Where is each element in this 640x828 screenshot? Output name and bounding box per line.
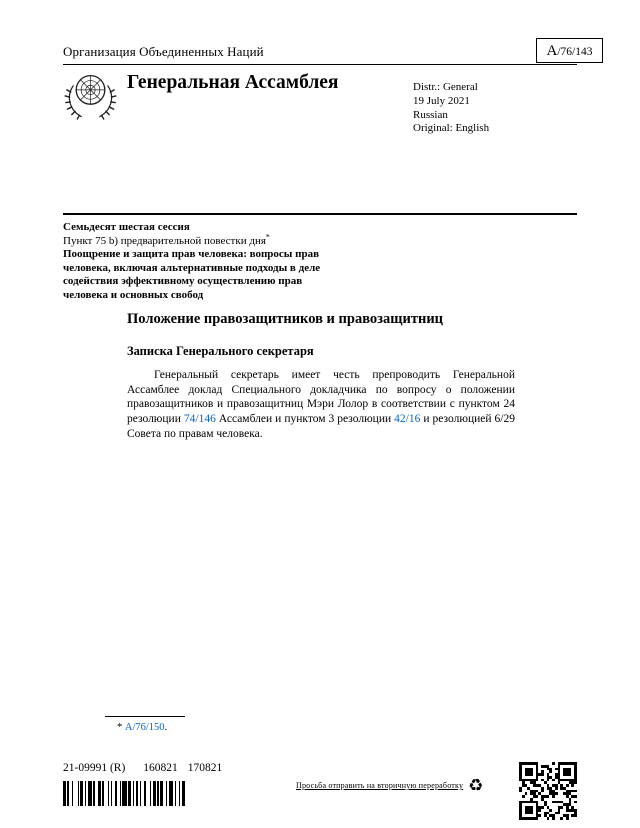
un-emblem-icon — [63, 69, 118, 124]
para-text-1: Генеральный секретарь имеет честь препроводить Генеральной Ассамблее доклад Специального докладчика по вопросу о положении правозащитников и правозащитниц Мэри Лолор в соответствии с пунктом 24 резолюции — [127, 369, 515, 426]
footer-id-line — [63, 762, 222, 774]
footnote-ref-mark: * — [265, 231, 270, 241]
recycle-text: Просьба отправить на вторичную переработку — [296, 781, 464, 790]
recycle-note — [296, 777, 483, 794]
header-rule — [63, 64, 577, 65]
session-number: Семьдесят шестая сессия — [63, 221, 190, 233]
para-text-3: и резолюцией 6/29 Совета по правам человека. — [127, 413, 515, 440]
qr-code — [519, 762, 577, 820]
job-number: 21-09991 (R) — [63, 762, 126, 774]
date-line: 19 July 2021 — [413, 94, 470, 107]
footnote-suffix: . — [164, 722, 168, 733]
recycle-icon: ♻ — [468, 776, 484, 795]
document-subtitle: Записка Генерального секретаря — [127, 344, 314, 358]
distr-block — [413, 81, 489, 136]
session-block — [63, 221, 403, 303]
agenda-item-text: Пункт 75 b) предварительной повестки дня — [63, 234, 266, 247]
footnote-rule — [105, 716, 185, 717]
original-language-line: Original: English — [413, 122, 490, 135]
body-paragraph — [127, 368, 515, 442]
barcode — [63, 781, 186, 806]
doc-symbol-number: /76/143 — [557, 46, 593, 58]
session-rule — [63, 213, 577, 215]
para-text-2: Ассамблеи и пунктом 3 резолюции — [215, 413, 395, 426]
resolution-link-74-146[interactable]: 74/146 — [183, 413, 216, 426]
distr-line: Distr.: General — [413, 81, 478, 93]
language-line: Russian — [413, 108, 448, 121]
footnote-doc-link[interactable]: A/76/150 — [124, 722, 165, 733]
masthead-title: Генеральная Ассамблея — [127, 72, 339, 93]
doc-symbol-box — [536, 38, 603, 63]
document-title: Положение правозащитников и правозащитниц — [127, 311, 444, 327]
footnote-mark: * — [117, 722, 123, 733]
doc-symbol-letter: A — [546, 43, 558, 59]
footnote — [105, 722, 167, 733]
org-name: Организация Объединенных Наций — [63, 44, 264, 59]
agenda-item-line — [63, 231, 403, 249]
agenda-title: Поощрение и защита прав человека: вопросы прав человека, включая альтернативные подходы в деле содействия эффективному осуществлению прав человека и основных свобод — [63, 248, 321, 301]
resolution-link-42-16[interactable]: 42/16 — [394, 413, 421, 426]
footer-date-1: 160821 — [143, 762, 178, 774]
footer-date-2: 170821 — [187, 762, 223, 774]
